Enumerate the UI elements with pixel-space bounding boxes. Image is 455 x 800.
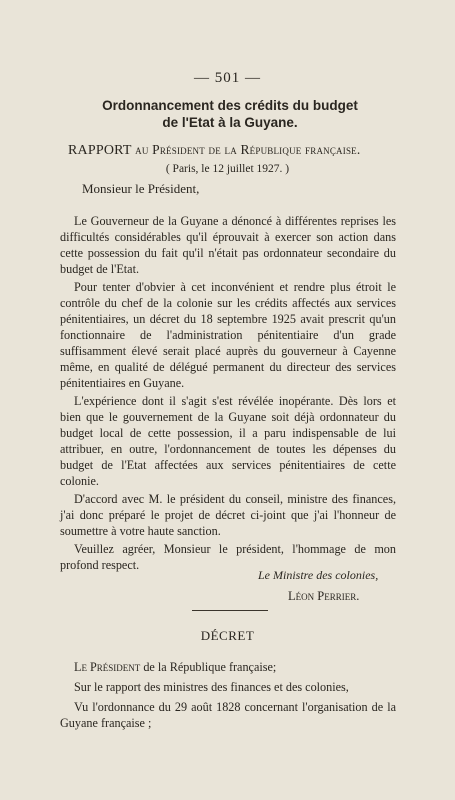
decret-president-line xyxy=(60,659,396,675)
rapport-addressee: au Président de la République française. xyxy=(131,142,361,157)
rapport-title xyxy=(68,142,408,159)
heading-line-2: de l'Etat à la Guyane. xyxy=(162,115,298,130)
paragraph-2: Pour tenter d'obvier à cet inconvénient et rendre plus étroit le contrôle du chef de la colonie sur les crédits affectés aux services pénitentiaires, un décret du 18 septembre 1925 avait prescrit qu'un fonctionnaire de l'administration pénitentiaire d'un grade suffisamment élevé serait placé auprès du gouverneur à Cayenne même, en qualité de délégué permanent du directeur des services pénitentiaires en Guyane. xyxy=(60,280,396,390)
rapport-lead: RAPPORT xyxy=(68,143,132,158)
salutation: Monsieur le Président, xyxy=(82,181,200,196)
decret-body xyxy=(60,659,396,731)
rapport-dateline: ( Paris, le 12 juillet 1927. ) xyxy=(165,163,290,175)
heading-line-1: Ordonnancement des crédits du budget xyxy=(102,98,358,113)
decret-line-2: Sur le rapport des ministres des finances et des colonies, xyxy=(74,680,349,694)
decret-president-rest: de la République française; xyxy=(140,660,277,674)
page-number: — 501 — xyxy=(194,70,261,86)
signature-name: Léon Perrier. xyxy=(288,589,360,603)
paragraph-3: L'expérience dont il s'agit s'est révélée inopérante. Dès lors et bien que le gouvernement de la Guyane soit déjà ordonnateur du budget local de cette possession, il a paru indispensable de lui attribuer, en outre, l'ordonnancement de toutes les dépenses du budget de l'Etat affectées aux services pénitentiaires de cette colonie. xyxy=(60,394,396,488)
decret-title: DÉCRET xyxy=(200,628,255,643)
document-heading xyxy=(60,97,400,131)
signature-title: Le Ministre des colonies, xyxy=(258,568,379,582)
paragraph-1: Le Gouverneur de la Guyane a dénoncé à différentes reprises les difficultés considérables qu'il éprouvait à exercer son action dans cette possession du fait qu'il n'était pas ordonnateur secondaire du budget de l'Etat. xyxy=(60,214,396,276)
decret-president-lead: Le Président xyxy=(74,660,141,674)
section-divider xyxy=(192,610,268,611)
paragraph-5: Veuillez agréer, Monsieur le président, l'hommage de mon profond respect. xyxy=(60,542,396,572)
paragraph-4: D'accord avec M. le président du conseil, ministre des finances, j'ai donc préparé le projet de décret ci-joint que j'ai l'honneur de soumettre à votre haute sanction. xyxy=(60,492,396,538)
decret-line-3: Vu l'ordonnance du 29 août 1828 concernant l'organisation de la Guyane française ; xyxy=(60,700,396,730)
report-body xyxy=(60,213,396,573)
